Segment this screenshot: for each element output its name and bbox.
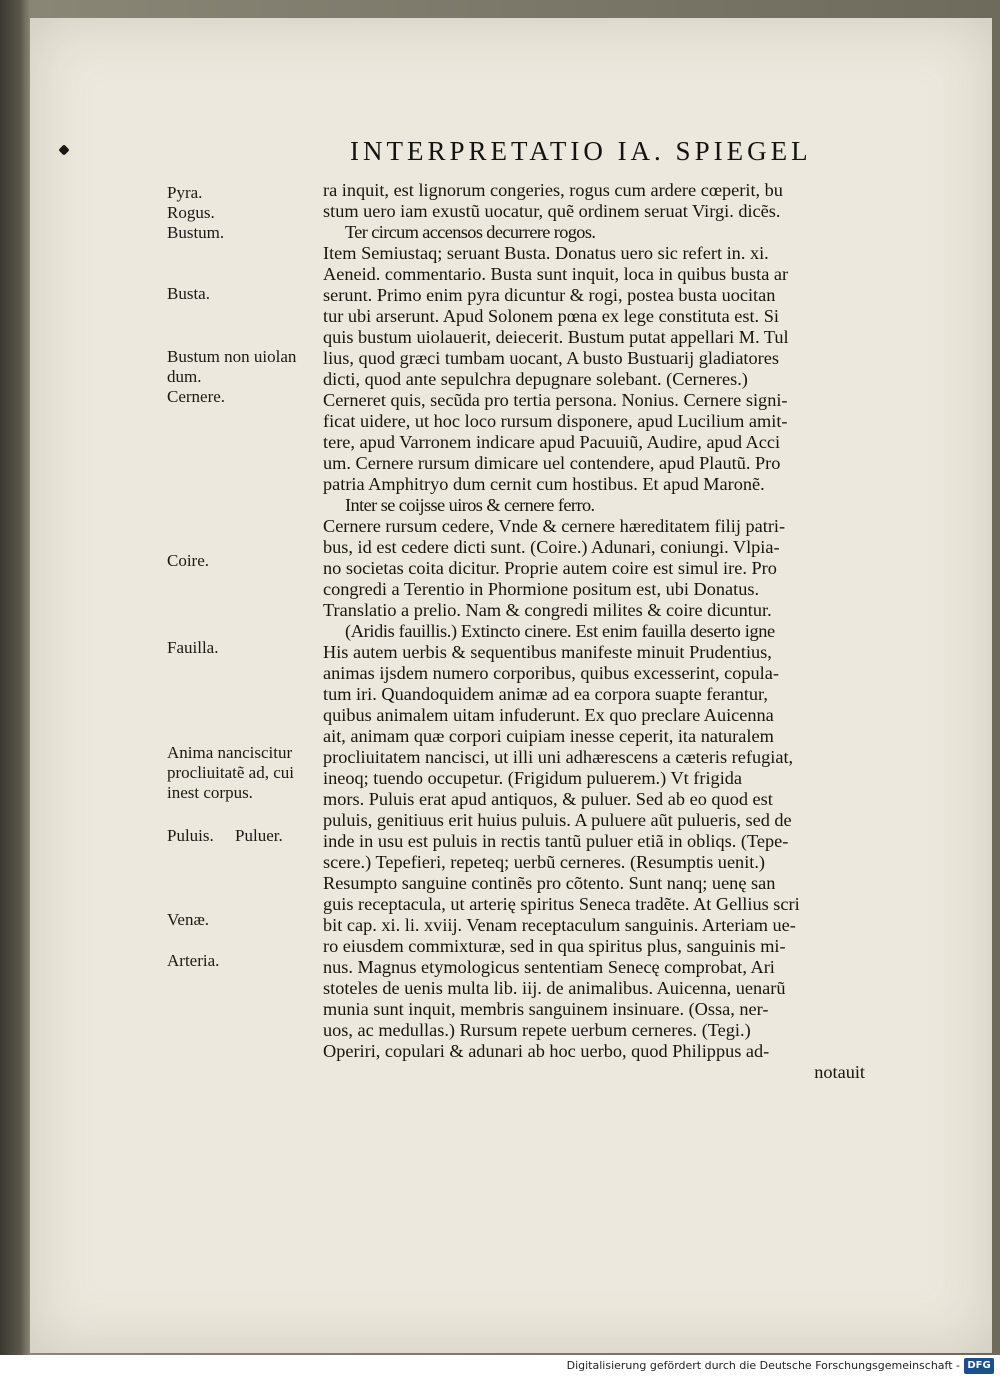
text-line: serunt. Primo enim pyra dicuntur & rogi, postea busta uocitan <box>323 285 776 305</box>
text-line: ait, animam quæ corpori cuipiam inesse ceperit, ita naturalem <box>323 726 774 746</box>
text-line: inde in usu est puluis in rectis tantũ puluer etiã in obliqs. (Tepe- <box>323 831 789 851</box>
funding-notice: Digitalisierung gefördert durch die Deutsche Forschungsgemeinschaft - <box>566 1359 960 1372</box>
text-line: Resumpto sanguine continẽs pro cõtento. Sunt nanq; uenę san <box>323 873 776 893</box>
text-line: Item Semiustaq; seruant Busta. Donatus uero sic refert in. xi. <box>323 243 769 263</box>
text-line: guis receptacula, ut arterię spiritus Seneca tradẽte. At Gellius scri <box>323 894 800 914</box>
text-line: His autem uerbis & sequentibus manifeste minuit Prudentius, <box>323 642 772 662</box>
text-line: quis bustum uiolauerit, deiecerit. Bustum putat appellari M. Tul <box>323 327 789 347</box>
text-line: ro eiusdem commixturæ, sed in qua spiritus plus, sanguinis mi- <box>323 936 786 956</box>
margin-note: Fauilla. <box>167 638 219 657</box>
text-line: bus, id est cedere dicti sunt. (Coire.) Adunari, coniungi. Vlpia- <box>323 537 780 557</box>
margin-note: Venæ. <box>167 910 210 929</box>
text-line: (Aridis fauillis.) Extincto cinere. Est enim fauilla deserto igne <box>345 621 775 641</box>
text-line: um. Cernere rursum dimicare uel contendere, apud Plautũ. Pro <box>323 453 781 473</box>
text-line: Operiri, copulari & adunari ab hoc uerbo, quod Philippus ad- <box>323 1041 770 1061</box>
margin-note: Coire. <box>167 551 210 570</box>
text-line: dicti, quod ante sepulchra depugnare solebant. (Cerneres.) <box>323 369 748 389</box>
book-page <box>30 18 992 1353</box>
dfg-logo: DFG <box>964 1358 994 1374</box>
text-line: procliuitatem nancisci, ut illi uni adhærescens a cæteris refugiat, <box>323 747 794 767</box>
text-line: lius, quod græci tumbam uocant, A busto Bustuarij gladiatores <box>323 348 779 368</box>
digitization-footer <box>0 1355 1000 1379</box>
text-line: bit cap. xi. li. xviij. Venam receptaculum sanguinis. Arteriam ue- <box>323 915 796 935</box>
text-line: puluis, genitiuus erit huius puluis. A puluere aũt pulueris, sed de <box>323 810 792 830</box>
text-line: tere, apud Varronem indicare apud Pacuuiũ, Audire, apud Acci <box>323 432 781 452</box>
text-line: Inter se coijsse uiros & cernere ferro. <box>345 495 595 515</box>
catchword: notauit <box>814 1062 865 1082</box>
text-line: munia sunt inquit, membris sanguinem insinuare. (Ossa, ner- <box>323 999 769 1019</box>
running-head: INTERPRETATIO IA. SPIEGEL <box>350 136 812 166</box>
text-line: congredi a Terentio in Phormione positum est, ubi Donatus. <box>323 579 760 599</box>
text-line: tum iri. Quandoquidem animæ ad ea corpora suapte ferantur, <box>323 684 768 704</box>
margin-note: Pyra. Rogus. Bustum. <box>167 183 225 242</box>
margin-note: Anima nanciscitur procliuitatẽ ad, cui inest corpus. <box>167 743 294 802</box>
text-line: ficat uidere, ut hoc loco rursum disponere, apud Lucilium amit- <box>323 411 788 431</box>
text-line: quibus animalem uitam infuderunt. Ex quo preclare Auicenna <box>323 705 774 725</box>
text-line: Ter circum accensos decurrere rogos. <box>345 222 596 242</box>
text-line: Cernere rursum cedere, Vnde & cernere hæreditatem filij patri- <box>323 516 786 536</box>
margin-note: Puluis. Puluer. <box>167 826 283 845</box>
text-line: patria Amphitryo dum cernit cum hostibus. Et apud Maronẽ. <box>323 474 765 494</box>
text-line: stum uero iam exustũ uocatur, quẽ ordinem seruat Virgi. dicẽs. <box>323 201 781 221</box>
page-mark-icon <box>58 144 69 155</box>
text-line: ineoq; tuendo occupetur. (Frigidum puluerem.) Vt frigida <box>323 768 743 788</box>
text-line: Cerneret quis, secũda pro tertia persona. Nonius. Cernere signi- <box>323 390 788 410</box>
margin-note: Busta. <box>167 284 210 303</box>
text-line: stoteles de uenis multa lib. iij. de animalibus. Auicenna, uenarũ <box>323 978 786 998</box>
text-line: Aeneid. commentario. Busta sunt inquit, loca in quibus busta ar <box>323 264 789 284</box>
text-line: tur ubi arserunt. Apud Solonem pœna ex lege constituta est. Si <box>323 306 779 326</box>
margin-note: Arteria. <box>167 951 220 970</box>
text-line: no societas coita dicitur. Proprie autem coire est simul ire. Pro <box>323 558 777 578</box>
text-line: uos, ac medullas.) Rursum repete uerbum cerneres. (Tegi.) <box>323 1020 751 1040</box>
text-line: scere.) Tepefieri, repeteq; uerbũ cerneres. (Resumptis uenit.) <box>323 852 766 872</box>
text-line: ra inquit, est lignorum congeries, rogus cum ardere cœperit, bu <box>323 180 783 200</box>
margin-note: Bustum non uiolan dum. Cernere. <box>167 347 297 406</box>
text-line: Translatio a prelio. Nam & congredi milites & coire dicuntur. <box>323 600 772 620</box>
body-text <box>323 180 883 1083</box>
text-line: mors. Puluis erat apud antiquos, & puluer. Sed ab eo quod est <box>323 789 773 809</box>
text-line: animas ijsdem numero corporibus, quibus excesserint, copula- <box>323 663 779 683</box>
text-line: nus. Magnus etymologicus sententiam Senecę comprobat, Ari <box>323 957 775 977</box>
